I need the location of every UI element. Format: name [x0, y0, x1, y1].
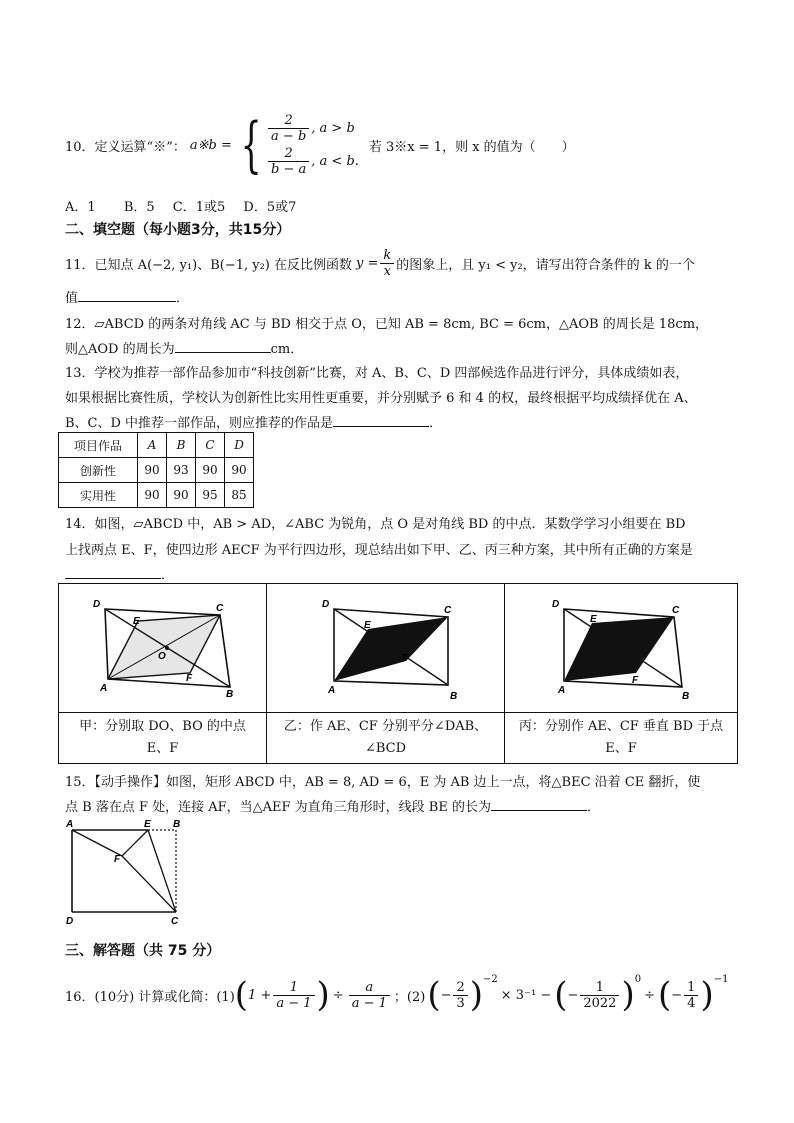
q10-expr: a※b = — [189, 137, 232, 153]
q14-end: ． — [161, 568, 175, 583]
q15-segment-ef — [122, 830, 148, 856]
q11-text-a: 11．已知点 A(−2, y₁)、B(−1, y₂) 在反比例函数 — [65, 258, 353, 273]
q10-case1-cond: , a > b — [311, 121, 355, 136]
q15-figure — [60, 818, 190, 928]
q13-text: B、C、D 中推荐一部作品，则应推荐的作品是 — [65, 416, 334, 431]
q16-p2-num2: 1 — [580, 980, 619, 996]
q11-y-eq: y = — [356, 256, 379, 271]
table-cell: 95 — [196, 483, 225, 508]
q16-p2c-paren-close: ) — [700, 975, 714, 1015]
q15-answer-blank[interactable] — [491, 796, 587, 811]
q11-answer-blank[interactable] — [78, 287, 176, 302]
q10-cases — [266, 113, 359, 177]
q14-line3 — [65, 564, 174, 583]
q15-segment-fc — [122, 856, 176, 912]
table-header-cell: A — [138, 433, 167, 458]
q12-line1: 12．▱ABCD 的两条对角线 AC 与 BD 相交于点 O，已知 AB = 8cm, BC = 6cm，△AOB 的周长是 18cm， — [65, 317, 709, 332]
q15-label-c: C — [171, 916, 179, 927]
q16-line: 16．(10分) 计算或化简：(1) ( 1 + $\frac{1}{a - 1}$ ) ÷ $\frac{a}{a - 1}$ ；(2) ( − $\frac{2}{3}$ ) $^{-2}$ × 3⁻¹ − ( − $\frac{1}{2022}$ ) $^0$ ÷ ( − $\frac{1}{4}$ ) $^{-1}$ — [65, 974, 729, 1015]
q12-answer-blank[interactable] — [175, 338, 271, 353]
table-cell: 90 — [138, 483, 167, 508]
yi-label-b: B — [450, 691, 458, 702]
yi-label-c: C — [444, 605, 452, 616]
q11-end: ． — [176, 291, 190, 306]
q16-p1-den: a − 1 — [276, 995, 312, 1011]
table-cell: 创新性 — [59, 458, 138, 483]
q16-p1-one: 1 + — [248, 987, 272, 1003]
q15-label-a: A — [66, 819, 74, 830]
q16-p2-paren-open: ( — [427, 975, 441, 1015]
q16-p2-exp: −2 — [483, 974, 498, 985]
figure-jia — [59, 584, 267, 713]
q13-score-table — [58, 432, 254, 508]
bing-label-b: B — [682, 691, 690, 702]
q16-p2b-paren-close: ) — [621, 975, 635, 1015]
q16-p2-num: 2 — [453, 980, 467, 996]
q16-p2-exp3: −1 — [713, 974, 729, 985]
q15-segment-ec — [148, 830, 176, 912]
q11-line2 — [65, 287, 189, 306]
bing-label-a: A — [558, 685, 566, 696]
q11-frac-den: x — [383, 264, 391, 279]
q14-line1: 14．如图，▱ABCD 中，AB > AD，∠ABC 为锐角，点 O 是对角线 BD 的中点．某数学学习小组要在 BD — [65, 517, 686, 532]
table-cell: 实用性 — [59, 483, 138, 508]
q15-label-d: D — [66, 916, 74, 927]
jia-label-a: A — [100, 683, 108, 694]
q10-option-d: D．5或7 — [243, 200, 297, 215]
jia-label-b: B — [226, 689, 234, 700]
jia-label-f: F — [186, 673, 193, 684]
q12-unit: cm． — [270, 342, 304, 357]
section3-heading: 三、解答题（共 75 分） — [65, 943, 221, 959]
q12-text: 则△AOD 的周长为 — [65, 342, 175, 357]
figure-bing — [505, 584, 738, 713]
q11-text-b: 的图象上，且 y₁ < y₂，请写出符合条件的 k 的一个 — [396, 258, 695, 273]
yi-label-a: A — [328, 685, 336, 696]
q15-label-e: E — [144, 819, 151, 830]
q10-case1-den: a − b — [271, 129, 307, 144]
q16-p1-div: ÷ — [332, 987, 344, 1003]
yi-label-e: E — [364, 620, 371, 631]
q16-p2-num3: 1 — [684, 980, 698, 996]
table-header-cell: D — [225, 433, 254, 458]
caption-yi-line1: 乙：作 AE、CF 分别平分∠DAB、 — [283, 719, 488, 734]
q15-line2 — [65, 796, 600, 815]
q11-line1 — [65, 248, 695, 279]
yi-label-d: D — [322, 599, 330, 610]
q14-answer-blank[interactable] — [65, 564, 161, 579]
q16-p2-exp2: 0 — [634, 974, 642, 985]
q13-line2: 如果根据比赛性质，学校认为创新性比实用性更重要，并分别赋予 6 和 4 的权，最终根据平均成绩择优在 A、 — [65, 391, 697, 406]
caption-jia — [59, 713, 267, 764]
caption-yi — [267, 713, 505, 764]
q10-options — [65, 196, 296, 215]
q16-p1-num: 1 — [273, 980, 314, 996]
table-cell: 93 — [167, 458, 196, 483]
q14-figure-table — [58, 583, 738, 764]
q16-p2-div: ÷ — [644, 987, 655, 1003]
q10-prefix: 10．定义运算“※”： — [65, 139, 186, 155]
jia-label-c: C — [216, 603, 224, 614]
q16-paren-open: ( — [234, 975, 249, 1015]
q10-option-a: A．1 — [65, 200, 96, 215]
q16-p1-den2: a − 1 — [351, 995, 387, 1011]
q10-case2-num: 2 — [268, 146, 309, 162]
q15-label-b: B — [173, 819, 181, 830]
section2-heading: 二、填空题（每小题3分，共15分） — [65, 222, 291, 238]
caption-bing-line1: 丙：分别作 AE、CF 垂直 BD 于点 — [518, 719, 724, 734]
bing-label-c: C — [672, 605, 680, 616]
figure-yi-svg — [268, 585, 503, 707]
q16-p2-mid: × 3⁻¹ − — [500, 987, 552, 1003]
q16-p2c-paren-open: ( — [658, 975, 672, 1015]
figure-jia-svg — [60, 585, 265, 707]
q15-end: ． — [586, 800, 600, 815]
q10-case2-den: b − a — [271, 162, 307, 177]
caption-yi-line2: ∠BCD — [364, 741, 407, 756]
q10-case1-num: 2 — [268, 113, 309, 129]
q10-option-b: B．5 — [123, 200, 155, 215]
table-header-cell: 项目作品 — [59, 433, 138, 458]
q15-segment-af — [72, 830, 122, 856]
q13-answer-blank[interactable] — [333, 412, 429, 427]
jia-point-o — [165, 646, 169, 650]
bing-label-f: F — [632, 675, 639, 686]
q16-paren-close: ) — [316, 975, 330, 1015]
table-header-row — [59, 433, 254, 458]
q13-line1: 13．学校为推荐一部作品参加市“科技创新”比赛，对 A、B、C、D 四部候选作品进行评分，具体成绩如表， — [65, 366, 689, 381]
q10-option-c: C．1或5 — [172, 200, 226, 215]
q16-p2-den: 3 — [456, 995, 465, 1011]
yi-label-f: F — [402, 653, 409, 664]
table-cell: 85 — [225, 483, 254, 508]
table-cell: 90 — [225, 458, 254, 483]
table-cell: 90 — [138, 458, 167, 483]
q10-line — [65, 105, 575, 185]
q16-sep: ；(2) — [393, 989, 426, 1005]
q16-p1-num2: a — [349, 980, 390, 996]
q10-case2-cond: , a < b. — [311, 154, 359, 169]
q11-value-label: 值 — [65, 291, 79, 306]
q16-prefix: 16．(10分) 计算或化简：(1) — [65, 989, 235, 1005]
q13-end: ． — [429, 416, 443, 431]
table-cell: 90 — [196, 458, 225, 483]
table-cell: 90 — [167, 483, 196, 508]
q10-suffix: 若 3※x = 1，则 x 的值为（ ） — [368, 139, 575, 155]
bing-label-d: D — [552, 599, 560, 610]
q16-p2b-paren-open: ( — [554, 975, 568, 1015]
q14-line2: 上找两点 E、F，使四边形 AECF 为平行四边形，现总结出如下甲、乙、丙三种方案，其中所有正确的方案是 — [65, 543, 693, 558]
caption-bing — [505, 713, 738, 764]
q13-line3 — [65, 412, 442, 431]
caption-bing-line2: E、F — [605, 741, 637, 756]
q16-p2-paren-close: ) — [469, 975, 484, 1015]
q15-label-f: F — [114, 854, 121, 865]
q10-brace: { — [240, 110, 262, 180]
jia-label-d: D — [93, 599, 101, 610]
yi-shaded-region — [334, 617, 448, 681]
bing-label-e: E — [590, 614, 597, 625]
q16-p2-den2: 2022 — [583, 995, 617, 1011]
table-row — [59, 458, 254, 483]
q12-line2 — [65, 338, 303, 357]
caption-jia-line1: 甲：分别取 DO、BO 的中点 — [79, 719, 246, 734]
q15-text: 点 B 落在点 F 处，连接 AF，当△AEF 为直角三角形时，线段 BE 的长为 — [65, 800, 491, 815]
jia-label-e: E — [133, 616, 140, 627]
figure-bing-svg — [506, 585, 736, 707]
table-header-cell: C — [196, 433, 225, 458]
q16-p2-den3: 4 — [687, 995, 696, 1011]
figure-yi — [267, 584, 505, 713]
table-row — [59, 483, 254, 508]
q11-frac-num: k — [380, 248, 394, 264]
q15-line1: 15．【动手操作】如图，矩形 ABCD 中，AB = 8, AD = 6，E 为 AB 边上一点，将△BEC 沿着 CE 翻折，使 — [65, 775, 701, 790]
caption-jia-line2: E、F — [146, 741, 179, 756]
jia-label-o: O — [158, 651, 166, 662]
table-header-cell: B — [167, 433, 196, 458]
